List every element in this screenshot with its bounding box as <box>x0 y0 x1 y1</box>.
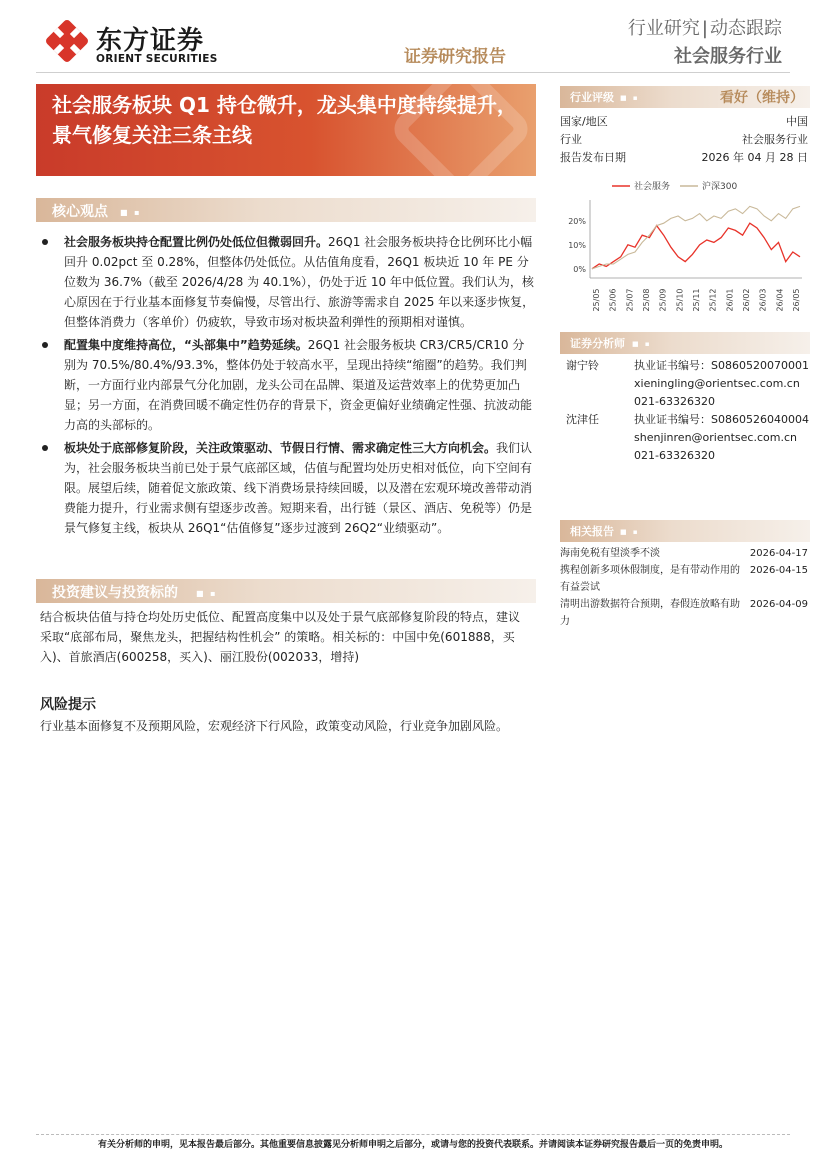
related-date: 2026-04-15 <box>749 565 808 576</box>
info-value: 社会服务行业 <box>742 133 808 146</box>
analyst-phone: 021-63326320 <box>634 449 715 462</box>
dots-icon: ■ ▪ <box>120 208 142 217</box>
core-bullets <box>40 232 536 541</box>
analyst-phone: 021-63326320 <box>634 395 715 408</box>
risk-paragraph: 行业基本面修复不及预期风险，宏观经济下行风险，政策变动风险，行业竞争加剧风险。 <box>40 719 509 733</box>
bullet-heading: 板块处于底部修复阶段，关注政策驱动、节假日行情、需求确定性三大方向机会。 <box>64 441 497 455</box>
dots-icon: ■ ▪ <box>620 528 640 536</box>
logo-chinese: 东方证券 <box>96 26 205 56</box>
info-value: 2026 年 04 月 28 日 <box>701 151 808 164</box>
analyst-details <box>634 411 809 465</box>
section-core-header <box>36 198 536 222</box>
risk-title: 风险提示 <box>40 697 96 713</box>
related-date: 2026-04-09 <box>749 599 808 610</box>
x-tick-label: 25/08 <box>642 288 651 312</box>
performance-chart <box>560 176 810 326</box>
bullet-item <box>40 438 536 538</box>
legend-label: 沪深300 <box>702 182 738 192</box>
x-tick-label: 26/01 <box>725 288 735 312</box>
bullet-dot-icon <box>42 239 48 245</box>
info-value: 中国 <box>786 115 808 128</box>
info-key: 报告发布日期 <box>560 151 626 164</box>
related-header <box>560 520 810 542</box>
dots-icon: ■ ▪ <box>196 589 218 598</box>
info-row <box>560 113 808 131</box>
analyst-cert: 执业证书编号：S0860520070001 <box>634 359 809 372</box>
legend-label: 社会服务 <box>634 182 671 192</box>
section-core-label: 核心观点 <box>52 204 108 220</box>
title-banner <box>36 84 536 176</box>
section-invest-header <box>36 579 536 603</box>
x-tick-label: 26/05 <box>792 288 801 312</box>
rating-header <box>560 86 810 108</box>
y-tick-label: 10% <box>568 240 586 250</box>
bullet-item <box>40 232 536 332</box>
rating-label: 行业评级 <box>570 91 614 104</box>
x-tick-label: 25/10 <box>675 288 685 312</box>
related-report[interactable] <box>560 596 808 630</box>
category-right: 动态跟踪 <box>710 18 782 39</box>
rating-value: 看好（维持） <box>720 90 804 106</box>
report-title: 社会服务板块 Q1 持仓微升，龙头集中度持续提升，景气修复关注三条主线 <box>52 93 517 147</box>
footer-divider <box>36 1134 790 1135</box>
bullet-body: 26Q1 社会服务板块持仓比例环比小幅回升 0.02pct 至 0.28%，但整体仍处低位。从估值角度看，26Q1 板块近 10 年 PE 分位数为 36.7%（截至 2026/4/28 为 40.1%），仍处于近 10 年中低位置。我们认为，核心原因在于行业基本面修复节奏偏慢，尽管出行、旅游等需求自 2025 年以来逐步恢复，但整体消费力（客单价）仍疲软，导致市场对板块盈利弹性的预期相对谨慎。 <box>64 235 535 329</box>
industry-label: 社会服务行业 <box>674 46 782 67</box>
related-title[interactable]: 携程创新多项休假制度，是有带动作用的有益尝试 <box>560 565 740 593</box>
series-line-hs300 <box>592 206 800 268</box>
header-divider <box>36 72 790 73</box>
x-tick-label: 26/03 <box>758 288 768 312</box>
y-tick-label: 0% <box>573 264 586 274</box>
category-left: 行业研究 <box>627 18 700 39</box>
related-title[interactable]: 海南免税有望淡季不淡 <box>560 548 660 559</box>
x-tick-label: 25/07 <box>625 288 635 312</box>
category-separator: | <box>701 18 708 39</box>
report-category <box>628 14 782 40</box>
info-row <box>560 149 808 167</box>
x-tick-label: 25/06 <box>608 288 618 312</box>
x-tick-label: 25/11 <box>692 288 701 312</box>
x-tick-label: 25/12 <box>708 288 718 312</box>
related-report[interactable] <box>560 562 808 596</box>
company-logo <box>46 18 226 68</box>
orient-logo-icon <box>46 20 88 62</box>
dots-icon: ■ ▪ <box>632 340 652 348</box>
bullet-body: 26Q1 社会服务板块 CR3/CR5/CR10 分别为 70.5%/80.4%/93.3%，整体仍处于较高水平，呈现出持续“缩圈”的趋势。我们判断，一方面行业内部景气分化加剧，龙头公司在品牌、渠道及运营效率上的优势更加凸显；另一方面，在消费回暖不确定性仍存的背景下，资金更偏好业绩确定性强、抗波动能力高的头部标的。 <box>64 338 533 432</box>
bullet-item <box>40 335 536 435</box>
info-key: 国家/地区 <box>560 115 608 128</box>
analyst-details <box>634 357 809 411</box>
bullet-heading: 社会服务板块持仓配置比例仍处低位但微弱回升。 <box>64 235 329 249</box>
info-row <box>560 131 808 149</box>
related-label: 相关报告 <box>570 525 614 538</box>
analyst-card <box>560 357 810 417</box>
dots-icon: ■ ▪ <box>620 94 640 102</box>
bullet-heading: 配置集中度维持高位，“头部集中”趋势延续。 <box>64 338 308 352</box>
analyst-cert: 执业证书编号：S0860526040004 <box>634 413 809 426</box>
footer-disclaimer: 有关分析师的申明，见本报告最后部分。其他重要信息披露见分析师申明之后部分，或请与您的投资代表联系。并请阅读本证券研究报告最后一页的免责申明。 <box>97 1140 728 1150</box>
analyst-name: 谢宁铃 <box>566 359 599 372</box>
bullet-dot-icon <box>42 445 48 451</box>
bullet-dot-icon <box>42 342 48 348</box>
bullet-body: 我们认为，社会服务板块当前已处于景气底部区域，估值与配置均处历史相对低位，向下空间有限。展望后续，随着促文旅政策、线下消费场景持续回暖，以及潜在宏观环境改善带动消费能力提升，行业需求侧有望逐步改善。短期来看，出行链（景区、酒店、免税等）仍是景气修复主线，板块从 26Q1“估值修复”逐步过渡到 26Q2“业绩驱动”。 <box>64 441 533 535</box>
x-tick-label: 26/04 <box>775 288 785 312</box>
performance-chart-svg <box>560 176 810 326</box>
y-tick-label: 20% <box>568 216 586 226</box>
x-tick-label: 26/02 <box>742 288 751 312</box>
analyst-header <box>560 332 810 354</box>
info-key: 行业 <box>560 133 582 146</box>
related-title[interactable]: 清明出游数据符合预期，春假连放略有助力 <box>560 599 740 627</box>
x-tick-label: 25/05 <box>592 288 601 312</box>
invest-paragraph: 结合板块估值与持仓均处历史低位、配置高度集中以及处于景气底部修复阶段的特点，建议采取“底部布局，聚焦龙头，把握结构性机会” 的策略。相关标的：中国中免(601888，买入)、首旅酒店(600258，买入)、丽江股份(002033，增持) <box>40 610 521 664</box>
analyst-card <box>560 411 810 471</box>
analyst-name: 沈津任 <box>566 413 599 426</box>
analyst-label: 证券分析师 <box>570 337 625 350</box>
x-tick-label: 25/09 <box>658 288 668 312</box>
doc-type-label: 证券研究报告 <box>404 47 506 67</box>
related-report[interactable] <box>560 545 808 562</box>
related-date: 2026-04-17 <box>749 548 808 559</box>
analyst-email[interactable]: xieningling@orientsec.com.cn <box>634 377 800 390</box>
logo-english: ORIENT SECURITIES <box>96 53 218 65</box>
series-line-social-service <box>592 223 800 269</box>
section-invest-label: 投资建议与投资标的 <box>52 585 178 601</box>
analyst-email[interactable]: shenjinren@orientsec.com.cn <box>634 431 797 444</box>
